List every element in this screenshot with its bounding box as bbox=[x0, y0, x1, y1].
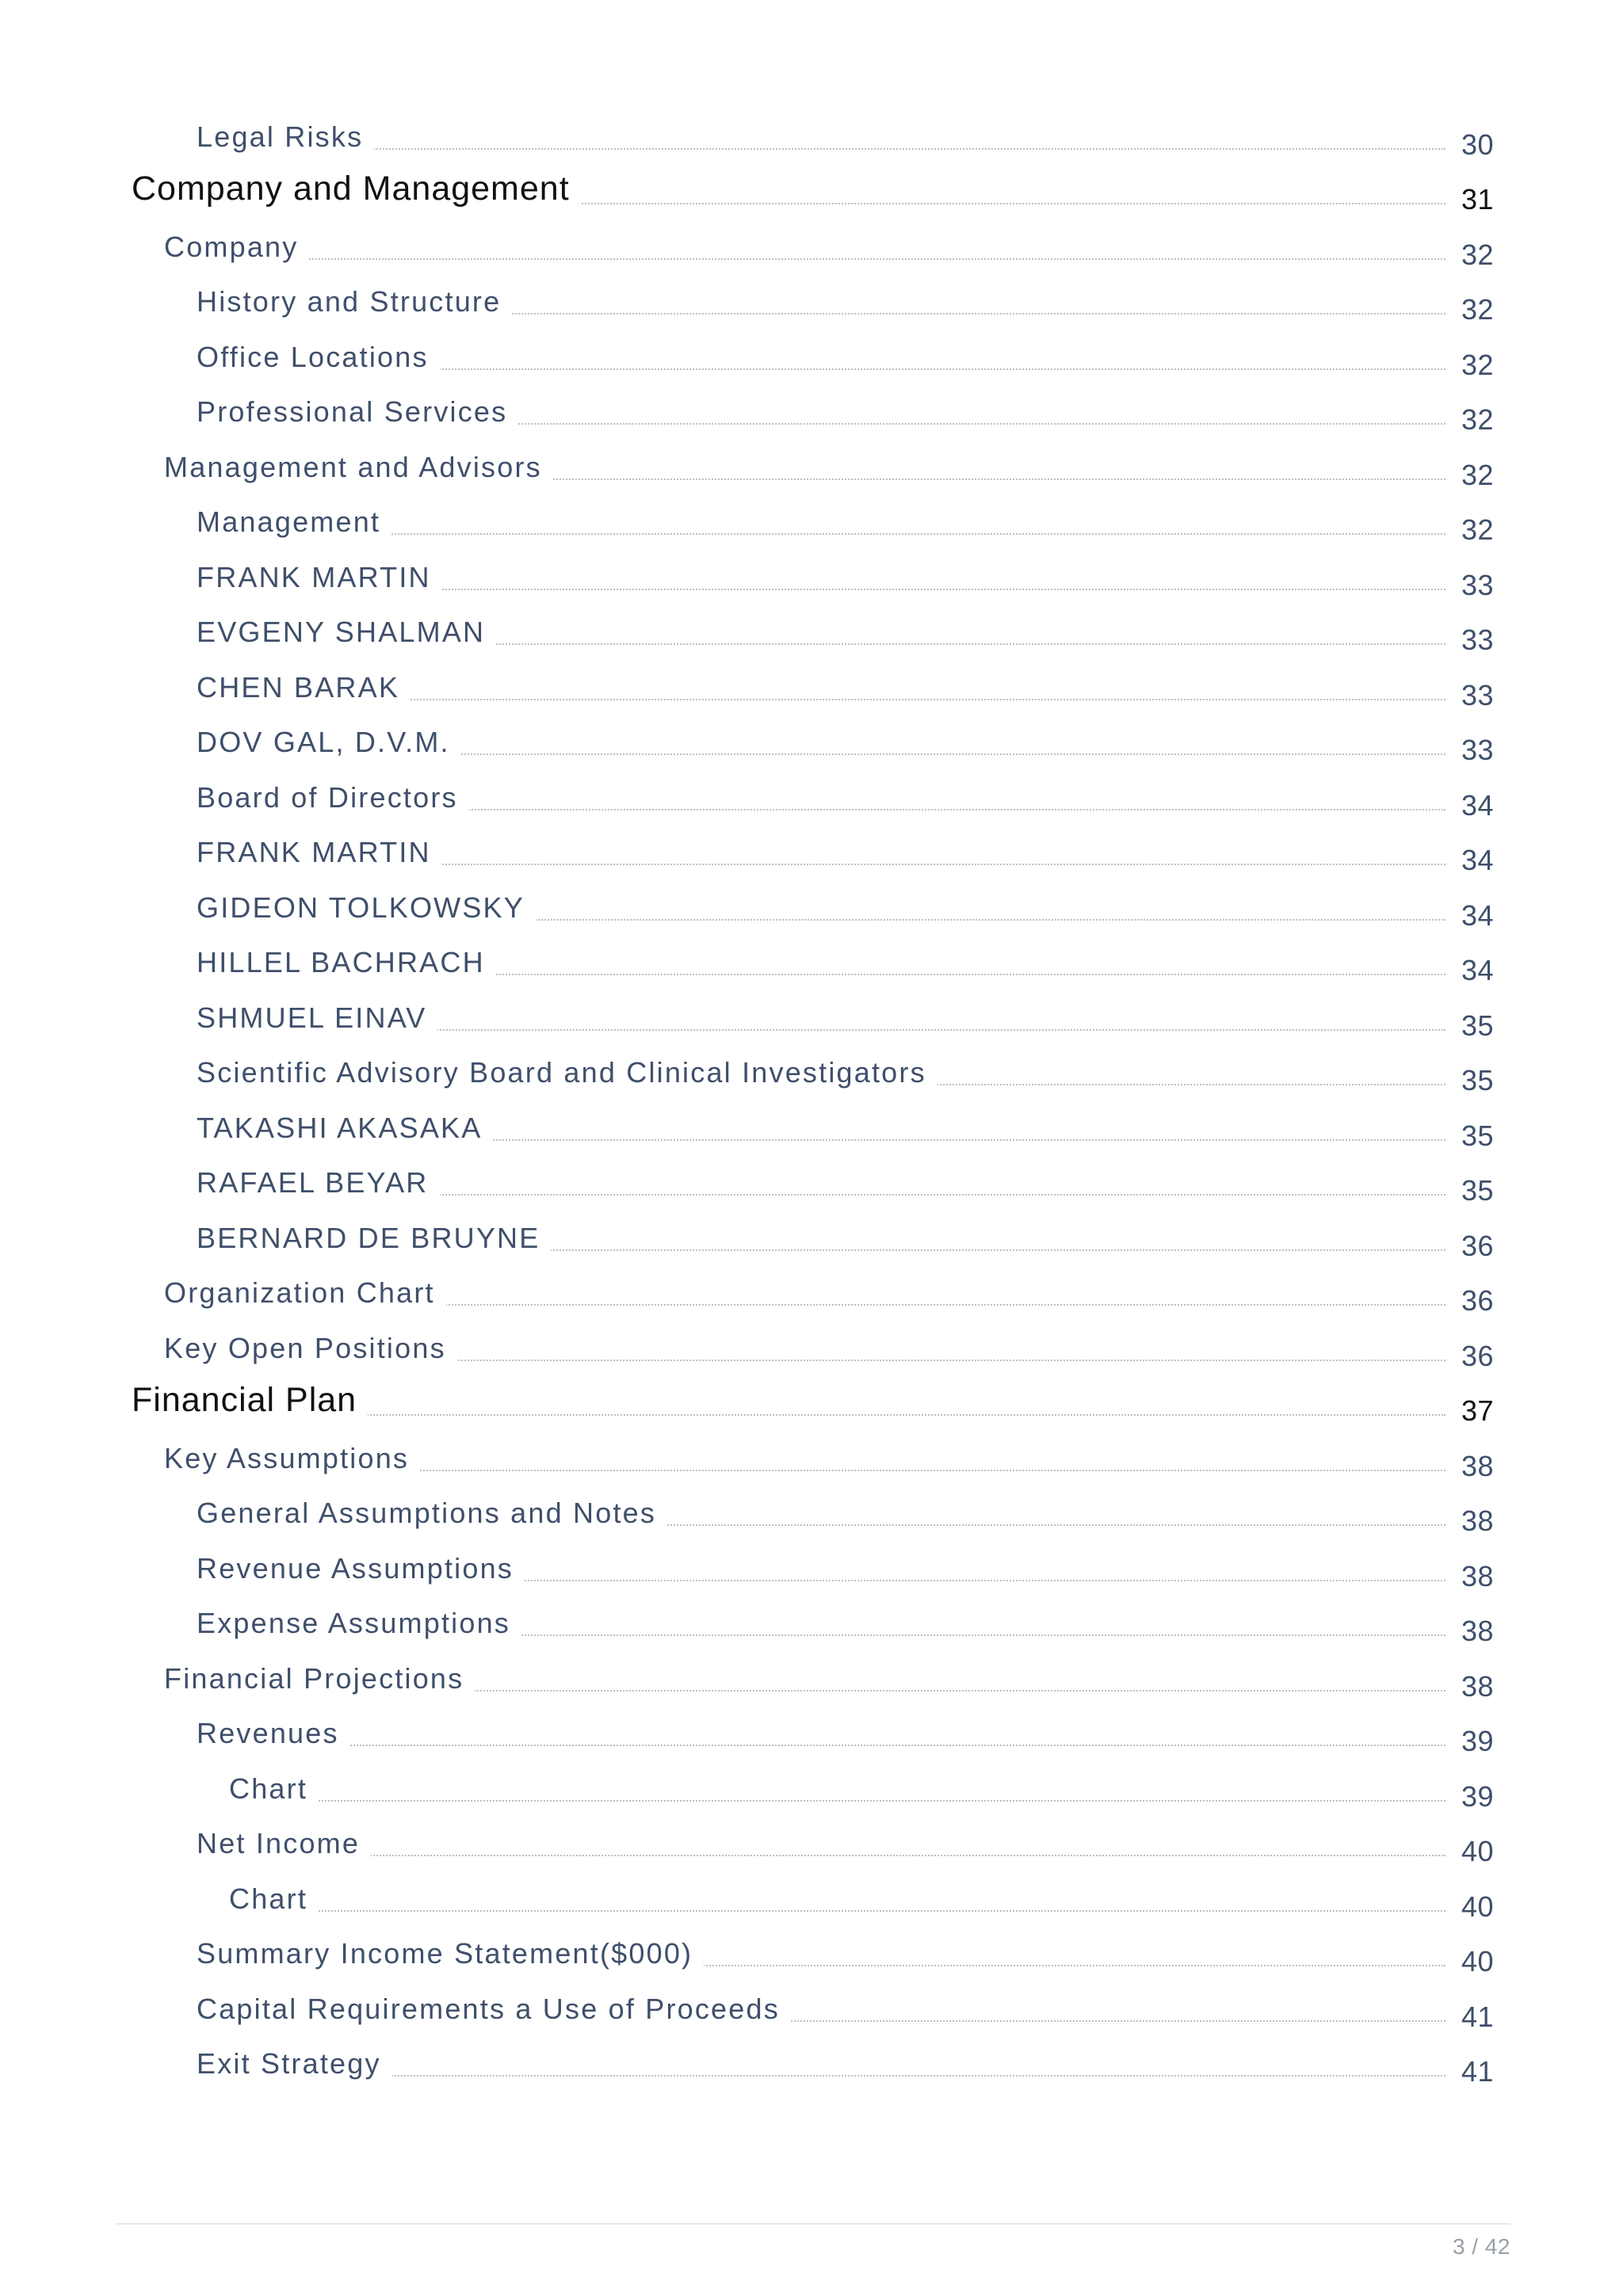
toc-leader-dots bbox=[385, 533, 1445, 535]
toc-entry-title: Revenue Assumptions bbox=[197, 1552, 525, 1585]
toc-entry[interactable] bbox=[0, 2043, 1623, 2099]
toc-page-number: 38 bbox=[1461, 1449, 1495, 1482]
toc-entry-title: Chart bbox=[229, 1772, 319, 1806]
toc-entry[interactable] bbox=[0, 1052, 1623, 1108]
toc-page-number: 41 bbox=[1461, 2055, 1495, 2088]
toc-entry[interactable] bbox=[0, 171, 1623, 227]
toc-leader-dots bbox=[312, 1800, 1445, 1802]
toc-page-number: 37 bbox=[1461, 1394, 1495, 1427]
toc-leader-dots bbox=[440, 1304, 1445, 1306]
toc-entry[interactable] bbox=[0, 226, 1623, 281]
toc-leader-dots bbox=[490, 643, 1445, 645]
toc-entry-title: Exit Strategy bbox=[197, 2047, 392, 2081]
toc-entry[interactable] bbox=[0, 776, 1623, 832]
footer-divider bbox=[116, 2223, 1510, 2225]
toc-entry[interactable] bbox=[0, 1437, 1623, 1493]
toc-leader-dots bbox=[368, 148, 1445, 150]
toc-entry-title: Chart bbox=[229, 1882, 319, 1916]
toc-entry-title: Company bbox=[164, 231, 309, 264]
toc-leader-dots bbox=[433, 368, 1445, 370]
toc-page-number: 32 bbox=[1461, 403, 1495, 436]
toc-page-number: 38 bbox=[1461, 1669, 1495, 1703]
toc-entry-title: Management bbox=[197, 505, 391, 539]
toc-entry[interactable] bbox=[0, 391, 1623, 447]
toc-entry-title: CHEN BARAK bbox=[197, 671, 411, 704]
toc-page-number: 32 bbox=[1461, 348, 1495, 381]
toc-entry-title: TAKASHI AKASAKA bbox=[197, 1112, 493, 1145]
toc-entry-title: Capital Requirements a Use of Proceeds bbox=[197, 1993, 791, 2026]
toc-page-number: 40 bbox=[1461, 1945, 1495, 1978]
toc-entry[interactable] bbox=[0, 1878, 1623, 1933]
toc-leader-dots bbox=[487, 1139, 1445, 1141]
toc-page-number: 33 bbox=[1461, 734, 1495, 766]
toc-entry[interactable] bbox=[0, 1988, 1623, 2043]
toc-leader-dots bbox=[468, 1690, 1445, 1691]
toc-page-number: 35 bbox=[1461, 1009, 1495, 1042]
toc-leader-dots bbox=[433, 1194, 1445, 1196]
toc-page-number: 31 bbox=[1461, 183, 1495, 215]
toc-page-number: 41 bbox=[1461, 2000, 1495, 2033]
toc-leader-dots bbox=[361, 1414, 1445, 1416]
toc-page-number: 32 bbox=[1461, 238, 1495, 271]
toc-page-number: 33 bbox=[1461, 678, 1495, 711]
toc-page-number: 32 bbox=[1461, 458, 1495, 491]
toc-page-number: 36 bbox=[1461, 1339, 1495, 1372]
toc-page-number: 35 bbox=[1461, 1174, 1495, 1207]
toc-leader-dots bbox=[436, 589, 1445, 590]
toc-page-number: 35 bbox=[1461, 1119, 1495, 1152]
toc-entry[interactable] bbox=[0, 1493, 1623, 1548]
toc-entry[interactable] bbox=[0, 1768, 1623, 1823]
toc-leader-dots bbox=[312, 1910, 1445, 1912]
toc-entry[interactable] bbox=[0, 722, 1623, 777]
toc-entry-title: EVGENY SHALMAN bbox=[197, 616, 496, 649]
toc-entry-title: Professional Services bbox=[197, 395, 518, 429]
toc-leader-dots bbox=[386, 2075, 1445, 2077]
toc-entry[interactable] bbox=[0, 997, 1623, 1052]
toc-leader-dots bbox=[697, 1965, 1445, 1966]
toc-page-number: 39 bbox=[1461, 1779, 1495, 1813]
toc-entry-title: Scientific Advisory Board and Clinical Investigators bbox=[197, 1056, 938, 1089]
toc-leader-dots bbox=[463, 809, 1445, 810]
toc-page-number: 32 bbox=[1461, 513, 1495, 546]
toc-page-number: 33 bbox=[1461, 624, 1495, 656]
toc-page-number: 40 bbox=[1461, 1835, 1495, 1867]
toc-entry[interactable] bbox=[0, 612, 1623, 667]
toc-entry[interactable] bbox=[0, 1547, 1623, 1603]
toc-entry[interactable] bbox=[0, 1162, 1623, 1218]
toc-entry-title: Management and Advisors bbox=[164, 451, 553, 484]
toc-leader-dots bbox=[547, 479, 1445, 480]
toc-entry-title: DOV GAL, D.V.M. bbox=[197, 726, 461, 759]
toc-page-number: 34 bbox=[1461, 844, 1495, 876]
toc-entry-title: Financial Plan bbox=[132, 1381, 368, 1420]
toc-entry-title: SHMUEL EINAV bbox=[197, 1001, 437, 1035]
toc-entry-title: Key Assumptions bbox=[164, 1442, 420, 1475]
toc-entry-title: RAFAEL BEYAR bbox=[197, 1166, 440, 1199]
toc-entry[interactable] bbox=[0, 1657, 1623, 1713]
toc-entry[interactable] bbox=[0, 1107, 1623, 1162]
toc-page-number: 39 bbox=[1461, 1725, 1495, 1757]
toc-entry[interactable] bbox=[0, 502, 1623, 557]
toc-entry-title: General Assumptions and Notes bbox=[197, 1497, 667, 1530]
toc-entry[interactable] bbox=[0, 446, 1623, 502]
toc-leader-dots bbox=[303, 258, 1445, 260]
toc-page-number: 36 bbox=[1461, 1229, 1495, 1262]
toc-page-number: 38 bbox=[1461, 1559, 1495, 1592]
toc-leader-dots bbox=[931, 1084, 1445, 1085]
toc-page-number: 34 bbox=[1461, 954, 1495, 986]
toc-page-number: 35 bbox=[1461, 1064, 1495, 1097]
toc-entry[interactable] bbox=[0, 336, 1623, 391]
toc-leader-dots bbox=[436, 864, 1445, 865]
toc-page-number: 30 bbox=[1461, 128, 1495, 161]
toc-page-number: 34 bbox=[1461, 898, 1495, 932]
toc-leader-dots bbox=[506, 313, 1445, 315]
toc-leader-dots bbox=[518, 1580, 1445, 1581]
toc-entry[interactable] bbox=[0, 666, 1623, 722]
toc-entry[interactable] bbox=[0, 887, 1623, 942]
toc-entry[interactable] bbox=[0, 1933, 1623, 1989]
toc-entry-title: Organization Chart bbox=[164, 1276, 446, 1310]
toc-entry[interactable] bbox=[0, 832, 1623, 887]
table-of-contents bbox=[0, 116, 1623, 2098]
toc-entry-title: Net Income bbox=[197, 1827, 371, 1860]
toc-entry[interactable] bbox=[0, 281, 1623, 337]
toc-entry-title: GIDEON TOLKOWSKY bbox=[197, 891, 536, 925]
toc-page-number: 38 bbox=[1461, 1505, 1495, 1537]
toc-entry-title: Office Locations bbox=[197, 341, 440, 374]
toc-leader-dots bbox=[404, 699, 1445, 700]
toc-leader-dots bbox=[544, 1249, 1445, 1251]
toc-leader-dots bbox=[661, 1524, 1445, 1526]
toc-entry[interactable] bbox=[0, 1713, 1623, 1768]
toc-leader-dots bbox=[431, 1029, 1445, 1031]
toc-entry[interactable] bbox=[0, 1823, 1623, 1878]
toc-leader-dots bbox=[365, 1855, 1445, 1856]
toc-entry[interactable] bbox=[0, 1383, 1623, 1438]
toc-leader-dots bbox=[455, 753, 1445, 755]
toc-page-number: 36 bbox=[1461, 1284, 1495, 1317]
toc-entry-title: HILLEL BACHRACH bbox=[197, 946, 496, 979]
toc-entry[interactable] bbox=[0, 1217, 1623, 1272]
toc-entry-title: Legal Risks bbox=[197, 120, 374, 154]
toc-entry-title: BERNARD DE BRUYNE bbox=[197, 1222, 551, 1255]
toc-entry-title: Financial Projections bbox=[164, 1662, 475, 1695]
toc-entry[interactable] bbox=[0, 116, 1623, 171]
toc-entry-title: Expense Assumptions bbox=[197, 1607, 521, 1640]
toc-entry[interactable] bbox=[0, 1327, 1623, 1383]
toc-leader-dots bbox=[451, 1360, 1445, 1361]
toc-entry-title: Board of Directors bbox=[197, 781, 469, 814]
toc-entry-title: Revenues bbox=[197, 1717, 350, 1750]
toc-leader-dots bbox=[529, 919, 1445, 921]
toc-leader-dots bbox=[575, 203, 1445, 204]
toc-entry-title: Summary Income Statement($000) bbox=[197, 1937, 704, 1970]
toc-entry-title: History and Structure bbox=[197, 285, 512, 318]
toc-page-number: 38 bbox=[1461, 1615, 1495, 1647]
toc-leader-dots bbox=[512, 423, 1445, 425]
toc-entry[interactable] bbox=[0, 1603, 1623, 1658]
toc-leader-dots bbox=[344, 1745, 1445, 1746]
toc-leader-dots bbox=[414, 1470, 1445, 1471]
toc-entry-title: Company and Management bbox=[132, 170, 581, 208]
toc-entry-title: Key Open Positions bbox=[164, 1332, 457, 1365]
toc-entry[interactable] bbox=[0, 556, 1623, 612]
toc-entry[interactable] bbox=[0, 942, 1623, 997]
toc-leader-dots bbox=[490, 974, 1445, 975]
toc-leader-dots bbox=[515, 1634, 1445, 1636]
toc-entry-title: FRANK MARTIN bbox=[197, 836, 442, 869]
toc-entry-title: FRANK MARTIN bbox=[197, 561, 442, 594]
toc-page-number: 34 bbox=[1461, 788, 1495, 822]
toc-entry[interactable] bbox=[0, 1272, 1623, 1328]
toc-page-number: 32 bbox=[1461, 293, 1495, 326]
toc-page-number: 33 bbox=[1461, 568, 1495, 601]
toc-page-number: 40 bbox=[1461, 1890, 1495, 1923]
page-indicator: 3 / 42 bbox=[1452, 2234, 1510, 2259]
toc-leader-dots bbox=[785, 2020, 1445, 2022]
